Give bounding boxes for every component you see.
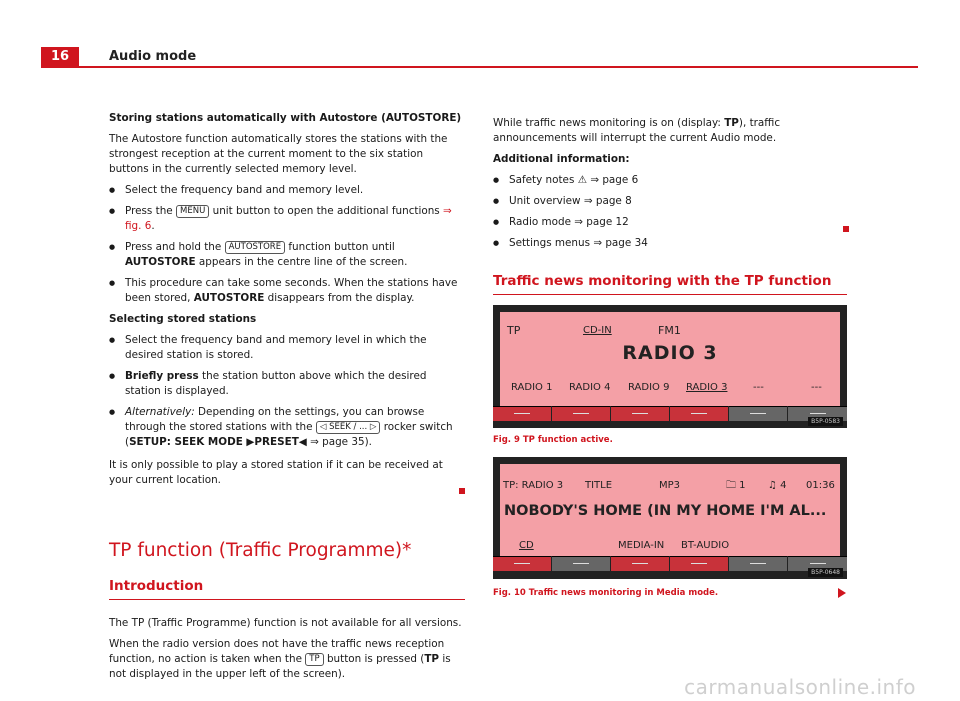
- section-end-mark: [843, 226, 849, 232]
- source-bt-audio: BT-AUDIO: [681, 540, 730, 551]
- continue-arrow-icon: [838, 588, 846, 598]
- additional-info-heading: Additional information:: [493, 153, 630, 165]
- autostore-intro: The Autostore function automatically stores the stations with the strongest reception at the current moment to the six station buttons in the currently selected memory level.: [109, 133, 448, 175]
- header-rule: [41, 66, 918, 68]
- softkey[interactable]: [611, 556, 669, 571]
- list-item: ● Unit overview ⇒ page 8: [493, 194, 849, 209]
- preset-4: RADIO 3: [686, 382, 728, 393]
- lcd-tp-station: TP: RADIO 3: [503, 480, 564, 491]
- left-column: [109, 111, 465, 688]
- menu-key: MENU: [176, 205, 209, 218]
- lcd-screen: [500, 312, 840, 406]
- tp-monitoring-heading: Traffic news monitoring with the TP function: [493, 272, 847, 295]
- figure-code: B5P-0648: [808, 568, 843, 577]
- lcd-station: RADIO 3: [622, 342, 718, 364]
- right-column: [493, 116, 849, 257]
- softkey[interactable]: [493, 406, 551, 421]
- autostore-key: AUTOSTORE: [225, 241, 285, 254]
- lcd-band: FM1: [658, 324, 681, 337]
- page-title: Audio mode: [109, 49, 197, 64]
- list-item: ● Radio mode ⇒ page 12: [493, 215, 849, 230]
- list-item: ● Alternatively: Depending on the settings, you can browse through the stored stations with the ◁ SEEK / ... ▷ rocker switch (SETUP: SEEK MODE ▶PRESET◀ ⇒ page 35).: [109, 405, 465, 450]
- list-item: ● Select the frequency band and memory level.: [109, 183, 465, 198]
- softkey[interactable]: [493, 556, 551, 571]
- source-cd: CD: [519, 540, 534, 551]
- list-item: ● Settings menus ⇒ page 34: [493, 236, 849, 251]
- fig10-display: [493, 457, 847, 579]
- lcd-cd-in: CD-IN: [583, 325, 612, 336]
- softkey-row: [493, 556, 847, 570]
- lcd-title: TITLE: [585, 480, 613, 491]
- selecting-note: It is only possible to play a stored station if it can be received at your current location.: [109, 459, 443, 486]
- seek-key: ◁ SEEK / ... ▷: [316, 421, 381, 434]
- lcd-format: MP3: [659, 480, 681, 491]
- preset-3: RADIO 9: [628, 382, 670, 393]
- fig10-caption: Fig. 10 Traffic news monitoring in Media mode.: [493, 588, 719, 598]
- softkey[interactable]: [729, 556, 787, 571]
- list-item: ● This procedure can take some seconds. When the stations have been stored, AUTOSTORE disappears from the display.: [109, 276, 465, 306]
- source-media-in: MEDIA-IN: [618, 540, 665, 551]
- watermark: carmanualsonline.info: [684, 675, 916, 699]
- list-item: ● Select the frequency band and memory level in which the desired station is stored.: [109, 333, 465, 363]
- softkey[interactable]: [552, 556, 610, 571]
- section-end-mark: [459, 488, 465, 494]
- softkey[interactable]: [729, 406, 787, 421]
- lcd-folder: 🗀 1: [726, 480, 746, 491]
- figure-code: B5P-0583: [808, 417, 843, 426]
- list-item: ● Press the MENU unit button to open the additional functions ⇒ fig. 6.: [109, 204, 465, 234]
- fig9-display: [493, 305, 847, 428]
- warning-icon: ⚠: [577, 174, 588, 186]
- tp-section-subtitle: Introduction: [109, 577, 465, 600]
- lcd-screen: [500, 464, 840, 556]
- preset-5: ---: [753, 382, 764, 393]
- softkey[interactable]: [670, 406, 728, 421]
- lcd-tp: TP: [507, 324, 521, 337]
- tp-section-title: TP function (Traffic Programme)*: [109, 540, 412, 561]
- selecting-heading: Selecting stored stations: [109, 313, 257, 325]
- softkey[interactable]: [611, 406, 669, 421]
- list-item: ● Press and hold the AUTOSTORE function button until AUTOSTORE appears in the centre line of the screen.: [109, 240, 465, 270]
- softkey-row: [493, 406, 847, 420]
- fig-link[interactable]: ⇒ fig. 6: [125, 205, 452, 232]
- autostore-heading: Storing stations automatically with Autostore (AUTOSTORE): [109, 112, 462, 124]
- tp-key: TP: [305, 653, 323, 666]
- lcd-time: 01:36: [806, 480, 835, 491]
- preset-6: ---: [811, 382, 822, 393]
- tp-para1: The TP (Traffic Programme) function is not available for all versions.: [109, 617, 462, 629]
- softkey[interactable]: [552, 406, 610, 421]
- list-item: ● Briefly press the station button above which the desired station is displayed.: [109, 369, 465, 399]
- preset-1: RADIO 1: [511, 382, 553, 393]
- fig9-caption: Fig. 9 TP function active.: [493, 435, 613, 445]
- list-item: ● Safety notes ⚠ ⇒ page 6: [493, 173, 849, 188]
- page-number: 16: [50, 49, 70, 64]
- tp-monitoring-para: While traffic news monitoring is on (display: TP), traffic announcements will interrupt the current Audio mode.: [493, 117, 781, 144]
- preset-2: RADIO 4: [569, 382, 611, 393]
- tp-para2: When the radio version does not have the traffic news reception function, no action is taken when the TP button is pressed (TP is not displayed in the upper left of the screen).: [109, 638, 451, 680]
- softkey[interactable]: [670, 556, 728, 571]
- lcd-track: ♫ 4: [768, 480, 787, 491]
- lcd-track-title: NOBODY'S HOME (IN MY HOME I'M AL...: [504, 503, 827, 519]
